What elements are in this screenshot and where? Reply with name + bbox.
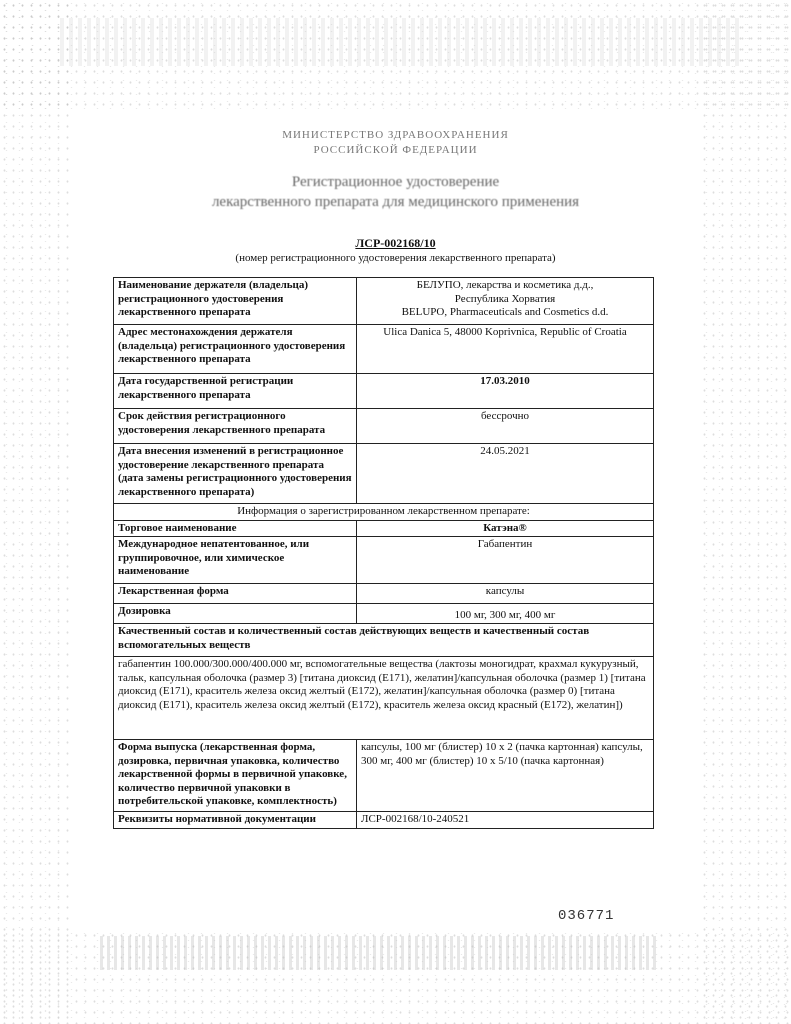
normative-docs-value: ЛСР-002168/10-240521	[357, 812, 654, 829]
table-row	[114, 278, 654, 325]
inn-label: Международное непатентованное, или группировочное, или химическое наименование	[114, 537, 357, 584]
certificate-title-line-1: Регистрационное удостоверение	[291, 174, 500, 190]
holder-label: Наименование держателя (владельца) регистрационного удостоверения лекарственного препарата	[114, 278, 357, 325]
address-value: Ulica Danica 5, 48000 Koprivnica, Republic of Croatia	[357, 325, 654, 374]
table-row	[114, 604, 654, 624]
table-row	[114, 584, 654, 604]
ministry-line-2: РОССИЙСКОЙ ФЕДЕРАЦИИ	[313, 144, 478, 156]
change-date-value: 24.05.2021	[357, 444, 654, 504]
ministry-header	[0, 128, 791, 158]
table-row	[114, 537, 654, 584]
table-row	[114, 812, 654, 829]
holder-line-3: BELUPO, Pharmaceuticals and Cosmetics d.d.	[401, 306, 609, 318]
inn-value: Габапентин	[357, 537, 654, 584]
top-scan-smudge	[60, 18, 740, 66]
table-row	[114, 504, 654, 521]
bottom-scan-smudge	[100, 936, 660, 970]
registration-table	[113, 277, 654, 829]
table-row	[114, 520, 654, 537]
holder-line-1: БЕЛУПО, лекарства и косметика д.д.,	[416, 279, 594, 291]
certificate-title-line-2: лекарственного препарата для медицинского применения	[211, 194, 580, 210]
registration-number: ЛСР-002168/10	[355, 236, 436, 250]
dosage-form-value: капсулы	[357, 584, 654, 604]
dosage-label: Дозировка	[114, 604, 357, 624]
table-row	[114, 624, 654, 657]
holder-line-2: Республика Хорватия	[454, 292, 556, 305]
form-serial-number: 036771	[558, 908, 615, 924]
table-row	[114, 374, 654, 409]
table-row	[114, 444, 654, 504]
composition-label: Качественный состав и количественный состав действующих веществ и качественный состав вспомогательных веществ	[114, 624, 654, 657]
table-row	[114, 657, 654, 740]
validity-label: Срок действия регистрационного удостоверения лекарственного препарата	[114, 409, 357, 444]
certificate-title	[0, 172, 791, 212]
composition-value: габапентин 100.000/300.000/400.000 мг, вспомогательные вещества (лактозы моногидрат, крахмал кукурузный, тальк, капсульная оболочка (размер 3) [титана диоксид (E171), желатин]/капсульная оболочка (размер 1) [титана диоксид (E171), краситель железа оксид желтый (E172), желатин]/капсульная оболочка (размер 0) [титана диоксид (E171), краситель железа оксид желтый (E172), краситель железа оксид красный (E172), желатин])	[114, 657, 654, 740]
table-row	[114, 740, 654, 812]
trade-name-value: Катэна®	[357, 520, 654, 537]
dosage-form-label: Лекарственная форма	[114, 584, 357, 604]
address-label: Адрес местонахождения держателя (владельца) регистрационного удостоверения лекарственного препарата	[114, 325, 357, 374]
table-row	[114, 409, 654, 444]
release-form-label: Форма выпуска (лекарственная форма, дозировка, первичная упаковка, количество лекарственной формы в первичной упаковке, количество первичной упаковки в потребительской упаковке, комплектность)	[114, 740, 357, 812]
info-heading: Информация о зарегистрированном лекарственном препарате:	[114, 504, 654, 521]
validity-value: бессрочно	[357, 409, 654, 444]
registration-date-label: Дата государственной регистрации лекарственного препарата	[114, 374, 357, 409]
change-date-label: Дата внесения изменений в регистрационное удостоверение лекарственного препарата (дата замены регистрационного удостоверения лекарственного препарата)	[114, 444, 357, 504]
registration-date-value: 17.03.2010	[357, 374, 654, 409]
normative-docs-label: Реквизиты нормативной документации	[114, 812, 357, 829]
dosage-value: 100 мг, 300 мг, 400 мг	[357, 604, 654, 624]
trade-name-label: Торговое наименование	[114, 520, 357, 537]
registration-number-caption: (номер регистрационного удостоверения лекарственного препарата)	[235, 252, 556, 264]
holder-value	[357, 278, 654, 325]
ministry-line-1: МИНИСТЕРСТВО ЗДРАВООХРАНЕНИЯ	[282, 129, 509, 141]
release-form-value: капсулы, 100 мг (блистер) 10 x 2 (пачка картонная) капсулы, 300 мг, 400 мг (блистер) 10 x 5/10 (пачка картонная)	[357, 740, 654, 812]
table-row	[114, 325, 654, 374]
